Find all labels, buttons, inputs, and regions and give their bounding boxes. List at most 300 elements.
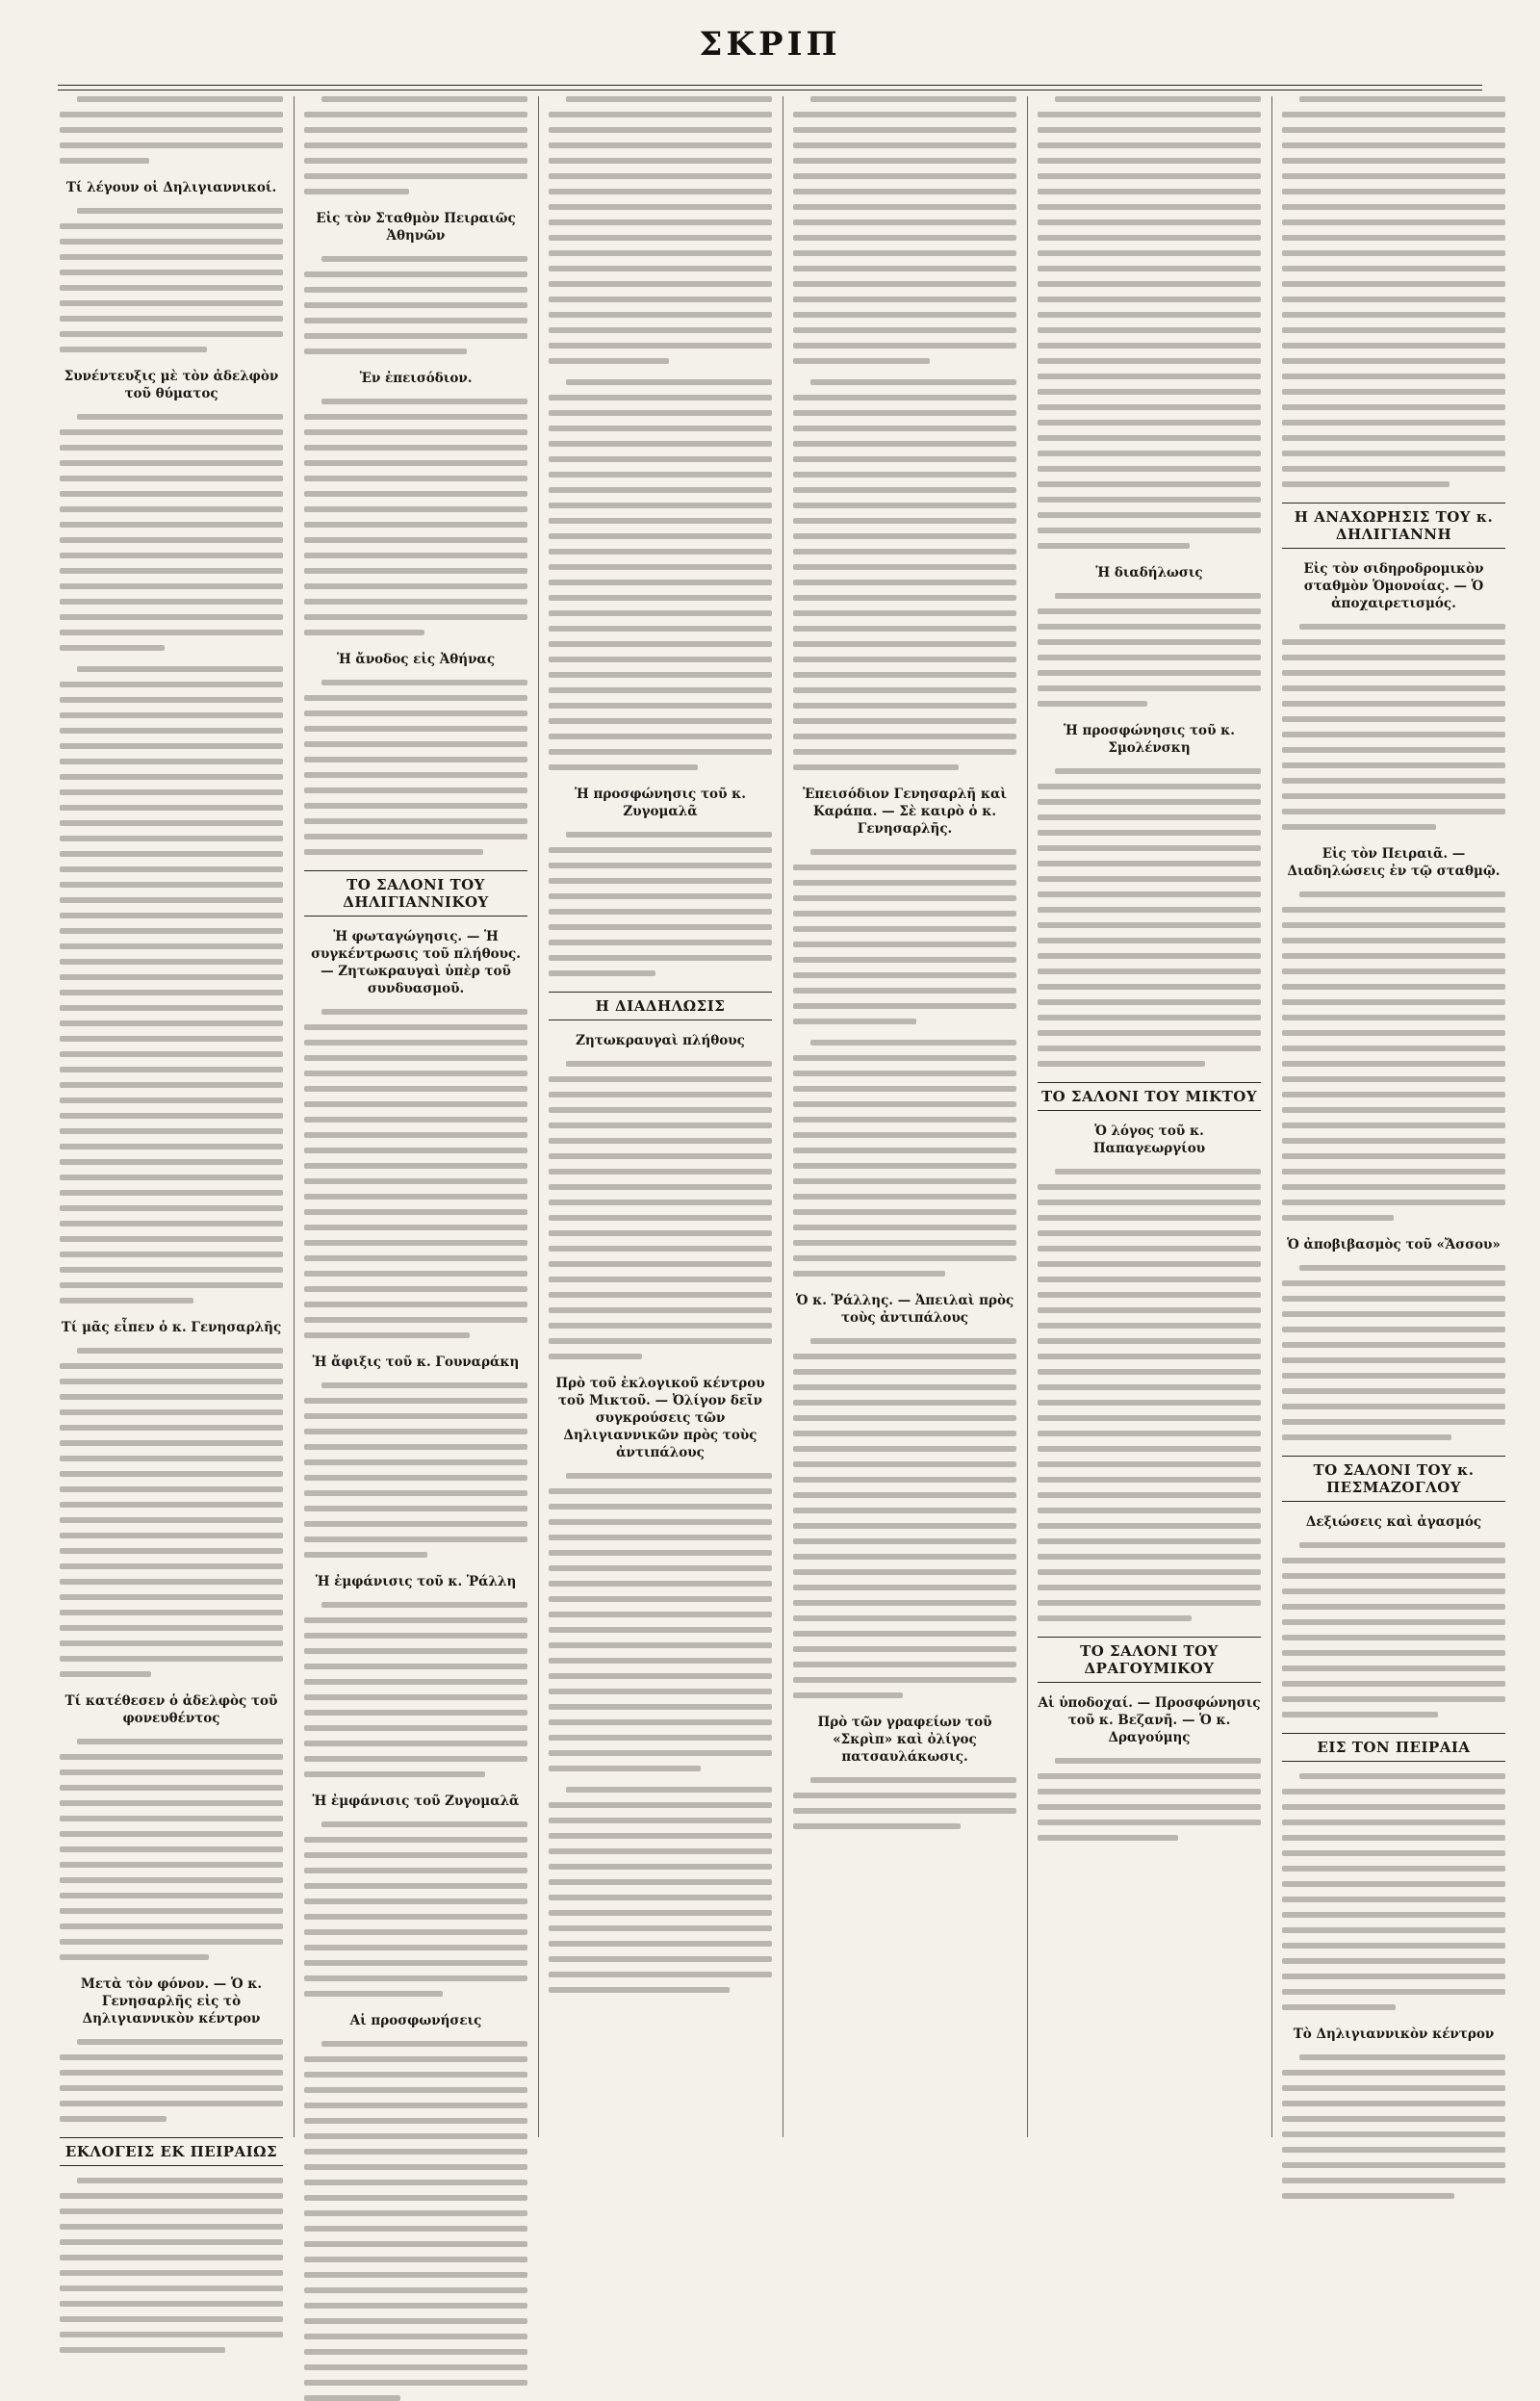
- paragraph: [549, 1061, 772, 1359]
- text-line: [304, 2072, 527, 2078]
- text-line: [1282, 1897, 1505, 1902]
- text-line: [549, 1200, 772, 1205]
- text-line: [77, 2039, 283, 2045]
- paragraph: [793, 96, 1016, 364]
- text-line: [1282, 404, 1505, 410]
- text-line: [1038, 112, 1261, 117]
- text-line: [1282, 1604, 1505, 1610]
- text-line: [60, 2116, 167, 2122]
- text-line: [60, 2270, 283, 2276]
- text-line: [1282, 793, 1505, 799]
- text-line: [1299, 624, 1505, 630]
- text-line: [304, 189, 409, 194]
- text-line: [60, 1656, 283, 1662]
- text-line: [1038, 1477, 1261, 1483]
- text-line: [60, 1846, 283, 1852]
- column-6: [1282, 96, 1505, 2137]
- text-line: [304, 599, 527, 605]
- text-line: [1038, 968, 1261, 974]
- text-line: [793, 358, 930, 364]
- text-line: [1282, 2085, 1505, 2091]
- subheading: Πρὸ τοῦ ἐκλογικοῦ κέντρου τοῦ Μικτοῦ. — Ὀλίγον δεῖν συγκρούσεις τῶν Δηλιγιαννικῶν πρὸς τοὺς ἀντιπάλους: [555, 1376, 765, 1460]
- text-line: [549, 1230, 772, 1236]
- text-line: [304, 1101, 527, 1107]
- text-line: [1282, 1434, 1451, 1440]
- text-line: [810, 96, 1016, 102]
- text-line: [1038, 1307, 1261, 1313]
- paragraph: [793, 379, 1016, 770]
- text-line: [60, 1298, 193, 1304]
- paragraph: [549, 832, 772, 976]
- text-line: [304, 1725, 527, 1731]
- text-line: [793, 764, 959, 770]
- text-line: [60, 1893, 283, 1898]
- text-line: [304, 1914, 527, 1920]
- text-line: [304, 1444, 527, 1450]
- paragraph: [1038, 96, 1261, 549]
- text-line: [1282, 1573, 1505, 1579]
- text-line: [793, 1508, 1016, 1513]
- masthead-bar: [58, 17, 1482, 85]
- text-line: [549, 235, 772, 241]
- text-line: [304, 2241, 527, 2247]
- text-line: [304, 1413, 527, 1419]
- text-line: [60, 959, 283, 965]
- text-line: [1282, 281, 1505, 287]
- text-line: [60, 614, 283, 620]
- text-line: [549, 1818, 772, 1823]
- paragraph: [60, 208, 283, 352]
- subheading: Ὁ λόγος τοῦ κ. Παπαγεωργίου: [1092, 1123, 1206, 1156]
- text-line: [60, 990, 283, 995]
- text-line: [60, 583, 283, 589]
- text-line: [304, 1536, 527, 1542]
- text-line: [793, 410, 1016, 416]
- text-line: [1282, 343, 1505, 349]
- text-line: [1282, 685, 1505, 691]
- text-line: [1038, 127, 1261, 133]
- text-line: [793, 880, 1016, 886]
- text-line: [304, 173, 527, 179]
- text-line: [304, 1209, 527, 1215]
- column-rule: [538, 96, 539, 2137]
- text-line: [60, 1671, 151, 1677]
- text-line: [793, 127, 1016, 133]
- text-line: [1038, 1585, 1261, 1590]
- text-line: [304, 834, 527, 839]
- text-line: [304, 583, 527, 589]
- text-line: [793, 1240, 1016, 1246]
- text-line: [60, 1005, 283, 1011]
- text-line: [60, 1486, 283, 1492]
- text-line: [304, 2257, 527, 2262]
- text-line: [549, 940, 772, 945]
- text-line: [549, 1627, 772, 1633]
- text-line: [793, 1662, 1016, 1667]
- subheading: Ζητωκραυγαὶ πλήθους: [576, 1033, 745, 1048]
- text-line: [549, 142, 772, 148]
- text-line: [60, 285, 283, 291]
- text-line: [1282, 1958, 1505, 1964]
- text-line: [549, 1879, 772, 1885]
- text-line: [549, 924, 772, 930]
- text-line: [321, 96, 527, 102]
- text-line: [1055, 1169, 1261, 1175]
- text-line: [810, 1338, 1016, 1344]
- text-line: [304, 1883, 527, 1889]
- text-line: [60, 2085, 283, 2091]
- text-line: [1299, 1265, 1505, 1271]
- text-line: [1282, 824, 1436, 830]
- text-line: [304, 2318, 527, 2324]
- text-line: [60, 2316, 283, 2322]
- text-line: [60, 2070, 283, 2076]
- text-line: [549, 456, 772, 462]
- text-line: [60, 2332, 283, 2337]
- text-line: [1282, 1974, 1505, 1979]
- text-line: [304, 1991, 443, 1997]
- text-line: [793, 1477, 1016, 1483]
- text-line: [549, 1307, 772, 1313]
- paragraph: [304, 1821, 527, 1997]
- text-line: [1055, 96, 1261, 102]
- text-line: [60, 254, 283, 260]
- text-line: [1282, 2193, 1454, 2199]
- text-line: [1038, 374, 1261, 379]
- text-line: [549, 1612, 772, 1617]
- text-line: [1038, 1015, 1261, 1020]
- subheading: Τί μᾶς εἶπεν ὁ κ. Γενησαρλῆς: [61, 1320, 282, 1335]
- paragraph: [793, 1777, 1016, 1829]
- text-line: [549, 1596, 772, 1602]
- text-line: [60, 1502, 283, 1508]
- text-line: [60, 866, 283, 872]
- text-line: [793, 1585, 1016, 1590]
- text-line: [1282, 716, 1505, 722]
- paragraph: [1282, 1773, 1505, 2010]
- text-line: [60, 1020, 283, 1026]
- text-line: [60, 2285, 283, 2291]
- subheading: Τί κατέθεσεν ὁ ἀδελφὸς τοῦ φονευθέντος: [64, 1693, 278, 1726]
- text-line: [304, 1898, 527, 1904]
- text-line: [304, 445, 527, 451]
- text-line: [1038, 173, 1261, 179]
- text-line: [1038, 281, 1261, 287]
- text-line: [793, 266, 1016, 271]
- text-line: [304, 1679, 527, 1685]
- text-line: [793, 1148, 1016, 1153]
- text-line: [1038, 528, 1261, 533]
- text-line: [793, 1369, 1016, 1375]
- text-line: [793, 1271, 945, 1277]
- text-line: [549, 1565, 772, 1571]
- text-line: [549, 127, 772, 133]
- paragraph: [793, 1338, 1016, 1698]
- text-line: [1282, 389, 1505, 395]
- text-line: [1282, 173, 1505, 179]
- subheading: Ἡ ἐμφάνισις τοῦ Ζυγομαλᾶ: [312, 1794, 520, 1809]
- text-line: [549, 893, 772, 899]
- paragraph: [60, 2039, 283, 2122]
- text-line: [321, 1821, 527, 1827]
- text-line: [304, 1271, 527, 1277]
- subheading: Συνέντευξις μὲ τὸν ἀδελφὸν τοῦ θύματος: [64, 369, 279, 401]
- text-line: [793, 564, 1016, 570]
- section-heading: Η ΔΙΑΔΗΛΩΣΙΣ: [549, 992, 772, 1020]
- text-line: [60, 2255, 283, 2260]
- text-line: [1038, 1789, 1261, 1794]
- subheading: Αἱ προσφωνήσεις: [349, 2013, 482, 2028]
- text-line: [304, 741, 527, 747]
- subheading: Ἡ διαδήλωσις: [1095, 565, 1203, 581]
- text-line: [1282, 1153, 1505, 1159]
- text-line: [566, 1061, 772, 1067]
- text-line: [304, 1960, 527, 1966]
- text-line: [1038, 1277, 1261, 1282]
- text-line: [1038, 1773, 1261, 1779]
- text-line: [60, 553, 283, 558]
- text-line: [549, 1246, 772, 1252]
- text-line: [304, 787, 527, 793]
- text-line: [304, 1633, 527, 1639]
- text-line: [304, 287, 527, 293]
- text-line: [1038, 670, 1261, 676]
- text-line: [60, 460, 283, 466]
- text-line: [304, 127, 527, 133]
- text-line: [549, 687, 772, 693]
- text-line: [793, 219, 1016, 225]
- text-line: [60, 347, 207, 352]
- text-line: [1282, 142, 1505, 148]
- text-line: [793, 297, 1016, 302]
- text-line: [60, 1816, 283, 1821]
- text-line: [60, 728, 283, 734]
- text-line: [60, 1190, 283, 1196]
- text-line: [1282, 670, 1505, 676]
- text-line: [60, 1051, 283, 1057]
- text-line: [549, 1658, 772, 1664]
- text-line: [304, 142, 527, 148]
- text-line: [304, 537, 527, 543]
- text-line: [304, 2056, 527, 2062]
- text-line: [793, 173, 1016, 179]
- text-line: [1282, 922, 1505, 928]
- text-line: [1038, 608, 1261, 614]
- text-line: [549, 641, 772, 647]
- text-line: [549, 1354, 642, 1359]
- text-line: [1282, 466, 1505, 472]
- text-line: [1282, 2178, 1505, 2183]
- text-line: [1038, 219, 1261, 225]
- text-line: [304, 568, 527, 574]
- text-line: [793, 1569, 1016, 1575]
- text-line: [1038, 158, 1261, 164]
- text-line: [304, 476, 527, 481]
- text-line: [1282, 1681, 1505, 1687]
- paragraph: [1282, 891, 1505, 1221]
- text-line: [321, 2041, 527, 2047]
- text-line: [1282, 374, 1505, 379]
- text-line: [1038, 1030, 1261, 1036]
- text-line: [793, 926, 1016, 932]
- text-line: [1282, 112, 1505, 117]
- text-line: [549, 426, 772, 431]
- paragraph: [304, 1009, 527, 1338]
- text-line: [1282, 2101, 1505, 2106]
- text-line: [549, 343, 772, 349]
- text-line: [304, 2303, 527, 2309]
- text-line: [1282, 1046, 1505, 1051]
- text-line: [549, 1689, 772, 1694]
- text-line: [1038, 497, 1261, 503]
- text-line: [60, 2347, 225, 2353]
- text-line: [60, 1282, 283, 1288]
- section-heading: ΤΟ ΣΑΛΟΝΙ ΤΟΥ ΜΙΚΤΟΥ: [1038, 1082, 1261, 1111]
- text-line: [1038, 1215, 1261, 1221]
- text-line: [1055, 768, 1261, 774]
- text-line: [793, 1117, 1016, 1123]
- text-line: [1282, 1588, 1505, 1594]
- text-line: [77, 414, 283, 420]
- subheading: Ἡ προσφώνησις τοῦ κ. Ζυγομαλᾶ: [575, 787, 746, 819]
- text-line: [304, 1868, 527, 1873]
- subheading: Εἰς τὸν Πειραιᾶ. — Διαδηλώσεις ἐν τῷ σταθμῷ.: [1287, 846, 1501, 879]
- text-line: [1038, 1323, 1261, 1329]
- text-line: [793, 911, 1016, 917]
- text-line: [60, 1640, 283, 1646]
- text-line: [304, 2195, 527, 2201]
- text-line: [1282, 1419, 1505, 1425]
- masthead-title: ΣΚΡΙΠ: [699, 25, 841, 64]
- text-line: [549, 158, 772, 164]
- text-line: [60, 142, 283, 148]
- text-line: [549, 970, 655, 976]
- text-line: [321, 1382, 527, 1388]
- text-line: [793, 1400, 1016, 1406]
- text-line: [77, 2178, 283, 2183]
- text-line: [549, 1169, 772, 1175]
- text-line: [1038, 142, 1261, 148]
- paragraph: [1282, 2054, 1505, 2199]
- text-line: [793, 312, 1016, 318]
- text-line: [1282, 1184, 1505, 1190]
- text-line: [304, 2180, 527, 2185]
- paragraph: [60, 414, 283, 651]
- paragraph: [1038, 1758, 1261, 1841]
- text-line: [1282, 127, 1505, 133]
- text-line: [304, 1975, 527, 1981]
- text-line: [1282, 701, 1505, 707]
- subheading: Ὁ ἀποβιβασμὸς τοῦ «Ἄσσου»: [1287, 1237, 1501, 1252]
- text-line: [1038, 1046, 1261, 1051]
- text-line: [793, 1415, 1016, 1421]
- text-line: [1282, 1804, 1505, 1810]
- text-line: [549, 358, 669, 364]
- paragraph: [549, 379, 772, 770]
- text-line: [793, 1225, 1016, 1230]
- paragraph: [1038, 593, 1261, 707]
- text-line: [1038, 327, 1261, 333]
- text-line: [549, 297, 772, 302]
- text-line: [1282, 1927, 1505, 1933]
- text-line: [304, 2334, 527, 2339]
- text-line: [549, 1092, 772, 1097]
- text-line: [1038, 1246, 1261, 1252]
- subheading: Ὁ κ. Ῥάλλης. — Ἀπειλαὶ πρὸς τοὺς ἀντιπάλους: [795, 1293, 1014, 1326]
- text-line: [549, 718, 772, 724]
- text-line: [549, 1215, 772, 1221]
- text-line: [304, 429, 527, 435]
- text-line: [77, 1739, 283, 1744]
- text-line: [1038, 639, 1261, 645]
- text-line: [1282, 2162, 1505, 2168]
- text-line: [1282, 1092, 1505, 1097]
- text-line: [549, 909, 772, 915]
- text-line: [549, 189, 772, 194]
- text-line: [1282, 250, 1505, 256]
- text-line: [1282, 1866, 1505, 1872]
- text-line: [60, 630, 283, 635]
- text-line: [60, 300, 283, 306]
- text-line: [1282, 968, 1505, 974]
- subheading: Ἐπεισόδιον Γενησαρλῆ καὶ Καράπα. — Σὲ καιρὸ ὁ κ. Γενησαρλῆς.: [803, 787, 1007, 837]
- text-line: [60, 522, 283, 528]
- text-line: [1282, 297, 1505, 302]
- text-line: [1038, 1354, 1261, 1359]
- text-line: [60, 1579, 283, 1585]
- text-line: [549, 1925, 772, 1931]
- text-line: [793, 112, 1016, 117]
- text-line: [321, 680, 527, 685]
- text-line: [1282, 2131, 1505, 2137]
- text-line: [793, 610, 1016, 616]
- text-line: [793, 1692, 903, 1698]
- text-line: [793, 487, 1016, 493]
- text-line: [793, 865, 1016, 870]
- text-line: [549, 472, 772, 478]
- text-line: [304, 2133, 527, 2139]
- text-line: [60, 2193, 283, 2199]
- text-line: [304, 1929, 527, 1935]
- text-line: [1282, 907, 1505, 913]
- text-line: [1038, 984, 1261, 990]
- paragraph: [1282, 96, 1505, 487]
- text-line: [549, 1987, 730, 1993]
- text-line: [1299, 1773, 1505, 1779]
- text-line: [60, 1594, 283, 1600]
- text-line: [304, 2087, 527, 2093]
- text-line: [60, 127, 283, 133]
- text-line: [1282, 762, 1505, 768]
- text-line: [1038, 466, 1261, 472]
- text-line: [304, 1648, 527, 1654]
- text-line: [549, 1184, 772, 1190]
- text-line: [304, 1286, 527, 1292]
- text-line: [304, 2118, 527, 2124]
- text-line: [304, 1132, 527, 1138]
- column-rule: [1027, 96, 1028, 2137]
- text-line: [549, 1719, 772, 1725]
- text-line: [304, 349, 467, 354]
- text-line: [793, 626, 1016, 632]
- text-line: [60, 270, 283, 275]
- text-line: [321, 1602, 527, 1608]
- text-line: [304, 1240, 527, 1246]
- text-line: [304, 1837, 527, 1843]
- text-line: [304, 1490, 527, 1496]
- text-line: [793, 672, 1016, 678]
- text-line: [60, 2101, 283, 2106]
